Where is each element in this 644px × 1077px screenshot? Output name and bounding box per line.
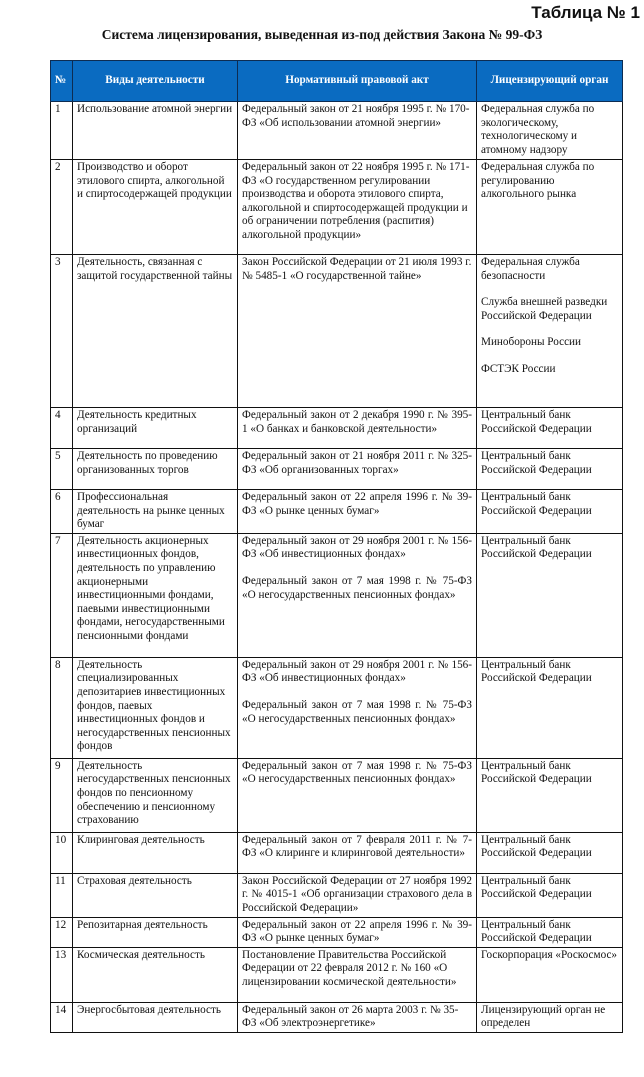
activity-type: Использование атомной энергии xyxy=(73,102,238,160)
header-legal-act: Нормативный правовой акт xyxy=(238,61,477,102)
table-row xyxy=(51,657,623,758)
activity-type: Деятельность кредитных организаций xyxy=(73,408,238,449)
activity-type: Деятельность акционерных инвестиционных фондов, деятельность по управлению акционерными инвестиционными фондами, паевыми инвестиционными фондами, негосударственными пенсионными фондами xyxy=(73,533,238,657)
authority-item: Центральный банк Российской Федерации xyxy=(481,759,592,786)
table-row xyxy=(51,255,623,408)
legal-act-item: Федеральный закон от 21 ноября 2011 г. № 325-ФЗ «Об организованных торгах» xyxy=(242,450,472,476)
row-number: 4 xyxy=(51,408,73,449)
licensing-authority xyxy=(477,160,623,255)
legal-act-item: Федеральный закон от 29 ноября 2001 г. № 156-ФЗ «Об инвестиционных фондах» xyxy=(242,658,472,685)
legal-act xyxy=(238,449,477,490)
paragraph-gap xyxy=(242,562,472,575)
licensing-authority xyxy=(477,917,623,947)
authority-item: Госкорпорация «Роскосмос» xyxy=(481,948,618,961)
table-row xyxy=(51,947,623,1002)
legal-act xyxy=(238,657,477,758)
authority-item: Центральный банк Российской Федерации xyxy=(481,491,592,517)
row-number: 7 xyxy=(51,533,73,657)
paragraph-gap xyxy=(481,323,618,336)
table-row xyxy=(51,408,623,449)
legal-act-item: Федеральный закон от 22 апреля 1996 г. № 39-ФЗ «О рынке ценных бумаг» xyxy=(242,491,472,517)
legal-act-item: Федеральный закон от 22 апреля 1996 г. № 39-ФЗ «О рынке ценных бумаг» xyxy=(242,918,472,945)
legal-act-item: Федеральный закон от 21 ноября 1995 г. № 170-ФЗ «Об использовании атомной энергии» xyxy=(242,103,470,129)
licensing-authority xyxy=(477,533,623,657)
authority-item: Федеральная служба безопасности xyxy=(481,256,580,282)
licensing-authority xyxy=(477,449,623,490)
licensing-authority xyxy=(477,408,623,449)
authority-item: Лицензирующий орган не определен xyxy=(481,1003,606,1030)
legal-act xyxy=(238,947,477,1002)
legal-act xyxy=(238,917,477,947)
licensing-authority xyxy=(477,657,623,758)
activity-type: Страховая деятельность xyxy=(73,873,238,917)
table-row xyxy=(51,490,623,534)
row-number: 14 xyxy=(51,1002,73,1032)
legal-act-item: Федеральный закон от 7 мая 1998 г. № 75-ФЗ «О негосударственных пенсионных фондах» xyxy=(242,698,472,725)
licensing-authority xyxy=(477,832,623,873)
document-title: Система лицензирования, выведенная из-под действия Закона № 99-ФЗ xyxy=(101,27,543,42)
authority-item: Центральный банк Российской Федерации xyxy=(481,534,592,561)
legal-act xyxy=(238,255,477,408)
table-row xyxy=(51,917,623,947)
legal-act-item: Федеральный закон от 7 мая 1998 г. № 75-ФЗ «О негосударственных пенсионных фондах» xyxy=(242,574,472,601)
legal-act xyxy=(238,533,477,657)
activity-type: Космическая деятельность xyxy=(73,947,238,1002)
legal-act xyxy=(238,102,477,160)
paragraph-gap xyxy=(242,686,472,699)
authority-item: Служба внешней разведки Российской Федерации xyxy=(481,296,608,322)
legal-act-item: Закон Российской Федерации от 21 июля 1993 г. № 5485-1 «О государственной тайне» xyxy=(242,256,472,282)
legal-act xyxy=(238,408,477,449)
table-row xyxy=(51,873,623,917)
authority-item: Центральный банк Российской Федерации xyxy=(481,658,592,685)
header-activity: Виды деятельности xyxy=(73,61,238,102)
row-number: 2 xyxy=(51,160,73,255)
table-row xyxy=(51,1002,623,1032)
table-number-label: Таблица № 1 xyxy=(531,3,640,22)
activity-type: Деятельность, связанная с защитой государственной тайны xyxy=(73,255,238,408)
table-row xyxy=(51,102,623,160)
legal-act-item: Федеральный закон от 2 декабря 1990 г. № 395-1 «О банках и банковской деятельности» xyxy=(242,409,472,435)
authority-item: Центральный банк Российской Федерации xyxy=(481,450,592,476)
activity-type: Профессиональная деятельность на рынке ценных бумаг xyxy=(73,490,238,534)
paragraph-gap xyxy=(481,283,618,296)
row-number: 9 xyxy=(51,758,73,832)
licensing-authority xyxy=(477,758,623,832)
activity-type: Репозитарная деятельность xyxy=(73,917,238,947)
legal-act-item: Федеральный закон от 26 марта 2003 г. № 35-ФЗ «Об электроэнергетике» xyxy=(242,1003,459,1030)
activity-type: Энергосбытовая деятельность xyxy=(73,1002,238,1032)
authority-item: Федеральная служба по экологическому, технологическому и атомному надзору xyxy=(481,103,595,156)
row-number: 12 xyxy=(51,917,73,947)
authority-item: Центральный банк Российской Федерации xyxy=(481,409,592,435)
legal-act xyxy=(238,160,477,255)
legal-act xyxy=(238,873,477,917)
licensing-authority xyxy=(477,102,623,160)
authority-item: Центральный банк Российской Федерации xyxy=(481,918,592,945)
row-number: 13 xyxy=(51,947,73,1002)
table-row xyxy=(51,832,623,873)
licensing-authority xyxy=(477,1002,623,1032)
legal-act-item: Федеральный закон от 7 февраля 2011 г. № 7-ФЗ «О клиринге и клиринговой деятельности» xyxy=(242,833,472,860)
licensing-authority xyxy=(477,255,623,408)
authority-item: Центральный банк Российской Федерации xyxy=(481,833,592,860)
table-row xyxy=(51,533,623,657)
row-number: 5 xyxy=(51,449,73,490)
header-authority: Лицензирующий орган xyxy=(477,61,623,102)
table-row xyxy=(51,160,623,255)
licensing-authority xyxy=(477,490,623,534)
legal-act xyxy=(238,490,477,534)
row-number: 8 xyxy=(51,657,73,758)
authority-item: Минобороны России xyxy=(481,336,582,349)
activity-type: Деятельность специализированных депозитариев инвестиционных фондов, паевых инвестиционных фондов и негосударственных пенсионных фондов xyxy=(73,657,238,758)
legal-act-item: Закон Российской Федерации от 27 ноября 1992 г. № 4015-1 «Об организации страхового дела в Российской Федерации» xyxy=(242,874,472,914)
legal-act-item: Постановление Правительства Российской Федерации от 22 февраля 2012 г. № 160 «О лицензировании космической деятельности» xyxy=(242,948,457,988)
row-number: 3 xyxy=(51,255,73,408)
table-row xyxy=(51,449,623,490)
authority-item: Федеральная служба по регулированию алкогольного рынка xyxy=(481,161,595,201)
licensing-table xyxy=(50,60,623,1033)
table-header-row xyxy=(51,61,623,102)
activity-type: Клиринговая деятельность xyxy=(73,832,238,873)
legal-act xyxy=(238,832,477,873)
activity-type: Деятельность по проведению организованных торгов xyxy=(73,449,238,490)
legal-act-item: Федеральный закон от 22 ноября 1995 г. № 171-ФЗ «О государственном регулировании производства и оборота этилового спирта, алкогольной и спиртосодержащей продукции и об ограничении потребления (распития) алкогольной продукции» xyxy=(242,161,470,241)
licensing-authority xyxy=(477,947,623,1002)
activity-type: Производство и оборот этилового спирта, алкогольной и спиртосодержащей продукции xyxy=(73,160,238,255)
table-row xyxy=(51,758,623,832)
paragraph-gap xyxy=(481,350,618,363)
activity-type: Деятельность негосударственных пенсионных фондов по пенсионному обеспечению и пенсионному страхованию xyxy=(73,758,238,832)
row-number: 10 xyxy=(51,832,73,873)
row-number: 1 xyxy=(51,102,73,160)
legal-act-item: Федеральный закон от 7 мая 1998 г. № 75-ФЗ «О негосударственных пенсионных фондах» xyxy=(242,759,472,786)
row-number: 11 xyxy=(51,873,73,917)
header-number: № xyxy=(51,61,73,102)
legal-act-item: Федеральный закон от 29 ноября 2001 г. № 156-ФЗ «Об инвестиционных фондах» xyxy=(242,534,472,561)
legal-act xyxy=(238,758,477,832)
row-number: 6 xyxy=(51,490,73,534)
licensing-authority xyxy=(477,873,623,917)
authority-item: ФСТЭК России xyxy=(481,362,556,375)
legal-act xyxy=(238,1002,477,1032)
authority-item: Центральный банк Российской Федерации xyxy=(481,874,592,901)
